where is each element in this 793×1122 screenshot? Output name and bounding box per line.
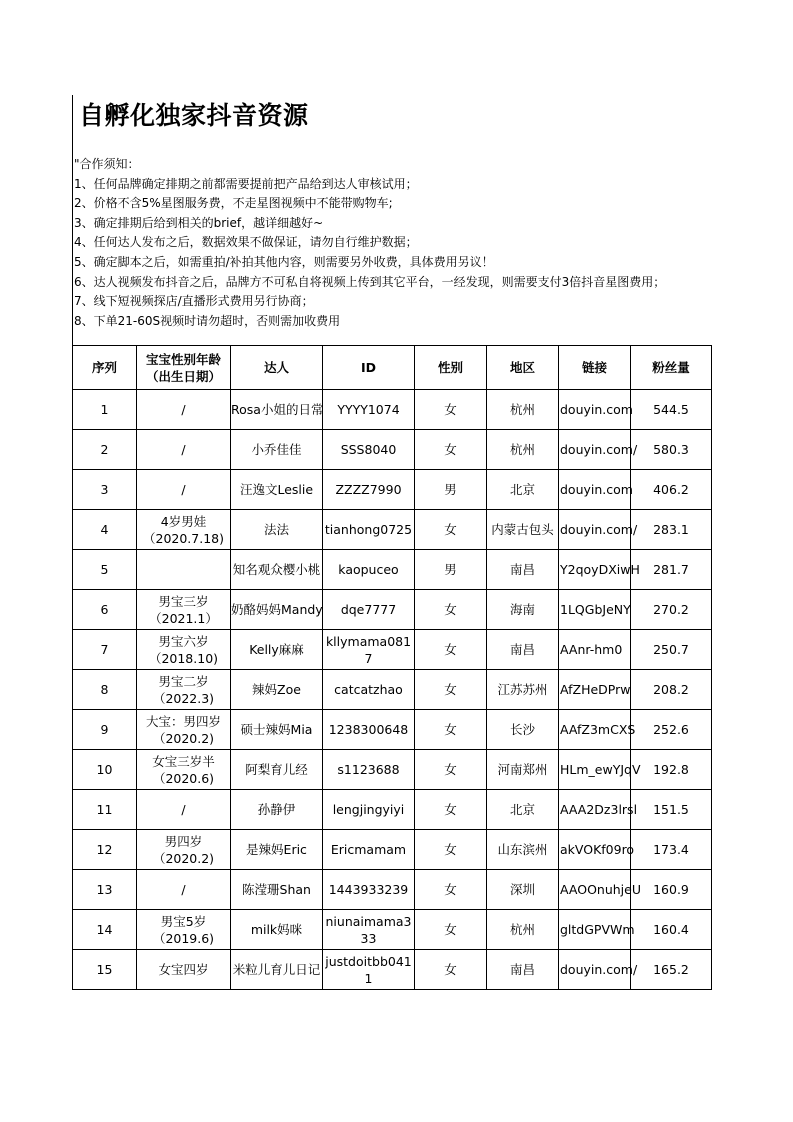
cell-influencer (231, 590, 323, 630)
cell-link[interactable] (559, 430, 638, 470)
influencer-name: 阿梨育儿经 (245, 762, 308, 777)
cell-baby-age: 女宝四岁 (137, 950, 231, 990)
table-row (73, 670, 712, 710)
cell-gender: 女 (415, 630, 487, 670)
cell-followers: 165.2 (631, 950, 712, 990)
cell-gender: 女 (415, 870, 487, 910)
cell-baby-age: 男宝六岁 （2018.10) (137, 630, 231, 670)
cell-region: 北京 (487, 470, 559, 510)
cell-link[interactable] (559, 830, 635, 870)
influencer-name: 小乔佳佳 (251, 442, 302, 457)
cell-region: 长沙 (487, 710, 559, 750)
influencer-name: milk妈咪 (250, 922, 303, 937)
cell-link[interactable] (559, 510, 638, 550)
cell-baby-age: 男四岁 （2020.2) (137, 830, 231, 870)
note-line: 7、线下短视频探店/直播形式费用另行协商； (74, 294, 314, 309)
note-line: 6、达人视频发布抖音之后，品牌方不可私自将视频上传到其它平台，一经发现，则需要支付3倍抖音星图费用； (74, 274, 666, 289)
cell-followers: 208.2 (631, 670, 712, 710)
cell-link[interactable] (559, 710, 636, 750)
cell-gender: 女 (415, 790, 487, 830)
cell-gender: 女 (415, 750, 487, 790)
cell-followers: 544.5 (631, 390, 712, 430)
cell-index: 1 (73, 390, 137, 430)
influencer-name: Kelly麻麻 (249, 642, 304, 657)
influencer-name: 陈滢珊Shan (242, 882, 311, 897)
link-text[interactable]: 1LQGbJeNY (560, 602, 631, 617)
cell-id: niunaimama333 (323, 910, 415, 950)
cell-region: 北京 (487, 790, 559, 830)
note-line: 1、任何品牌确定排期之前都需要提前把产品给到达人审核试用； (74, 176, 418, 191)
cell-region: 山东滨州 (487, 830, 559, 870)
cell-region: 南昌 (487, 950, 559, 990)
cell-region: 杭州 (487, 430, 559, 470)
cell-followers: 160.9 (631, 870, 712, 910)
cell-baby-age: / (137, 790, 231, 830)
cell-influencer (231, 470, 323, 510)
cell-baby-age: / (137, 470, 231, 510)
cell-baby-age: 男宝二岁 （2022.3) (137, 670, 231, 710)
header-influencer: 达人 (231, 346, 323, 390)
table-row (73, 470, 712, 510)
cell-region: 内蒙古包头 (487, 510, 559, 550)
cell-followers: 281.7 (631, 550, 712, 590)
cell-link[interactable] (559, 670, 631, 710)
header-index: 序列 (73, 346, 137, 390)
note-line: 8、下单21-60S视频时请勿超时，否则需加收费用 (74, 313, 341, 328)
cell-index: 6 (73, 590, 137, 630)
cell-influencer (231, 550, 323, 590)
cell-followers: 406.2 (631, 470, 712, 510)
cell-followers: 252.6 (631, 710, 712, 750)
cell-link[interactable] (559, 630, 631, 670)
cell-index: 2 (73, 430, 137, 470)
influencer-name: 孙静伊 (257, 802, 296, 817)
table-header-row (73, 346, 712, 390)
cell-gender: 男 (415, 550, 487, 590)
cell-followers: 270.2 (631, 590, 712, 630)
cell-index: 15 (73, 950, 137, 990)
link-text[interactable]: AAnr-hm0 (560, 642, 623, 657)
cell-influencer (231, 910, 323, 950)
cell-link[interactable] (559, 950, 638, 990)
note-line: 4、任何达人发布之后，数据效果不做保证，请勿自行维护数据； (74, 235, 418, 250)
link-text[interactable]: Y2qoyDXiwH (560, 562, 640, 577)
cell-influencer (231, 630, 323, 670)
cell-index: 4 (73, 510, 137, 550)
link-text[interactable]: AAfZ3mCXS (560, 722, 636, 737)
table-row (73, 550, 712, 590)
cell-id: 1443933239 (323, 870, 415, 910)
table-body (73, 390, 712, 990)
influencer-table (72, 345, 712, 990)
link-text[interactable]: douyin.com/ (560, 522, 638, 537)
table-row (73, 510, 712, 550)
cell-gender: 女 (415, 510, 487, 550)
link-text[interactable]: douyin.com (560, 402, 633, 417)
cell-influencer (231, 710, 323, 750)
influencer-name: Rosa小姐的日常 (231, 402, 324, 417)
influencer-name: 奶酪妈妈Mandy (231, 602, 323, 617)
cell-id: Ericmamam (323, 830, 415, 870)
link-text[interactable]: AAOOnuhjeU (560, 882, 641, 897)
cell-id: justdoitbb0411 (323, 950, 415, 990)
note-line: 2、价格不含5%星图服务费，不走星图视频中不能带购物车; (74, 196, 393, 211)
cell-gender: 女 (415, 430, 487, 470)
table-row (73, 870, 712, 910)
cell-id: ZZZZ7990 (323, 470, 415, 510)
cell-influencer (231, 750, 323, 790)
header-followers: 粉丝量 (631, 346, 712, 390)
cell-influencer (231, 670, 323, 710)
influencer-name: 硕士辣妈Mia (240, 722, 313, 737)
link-text[interactable]: douyin.com/ (560, 442, 638, 457)
header-baby-age: 宝宝性别年龄 （出生日期） (137, 346, 231, 390)
cell-index: 10 (73, 750, 137, 790)
cell-gender: 女 (415, 390, 487, 430)
cell-link[interactable] (559, 790, 638, 830)
cell-index: 3 (73, 470, 137, 510)
cell-index: 14 (73, 910, 137, 950)
cell-baby-age: 4岁男娃 （2020.7.18) (137, 510, 231, 550)
cell-influencer (231, 830, 323, 870)
cell-baby-age: / (137, 390, 231, 430)
cell-gender: 女 (415, 950, 487, 990)
cell-influencer (231, 790, 323, 830)
cooperation-notes (74, 155, 774, 331)
table-row (73, 390, 712, 430)
cell-link[interactable] (559, 870, 641, 910)
cell-link[interactable] (559, 390, 631, 430)
cell-followers: 173.4 (631, 830, 712, 870)
cell-index: 13 (73, 870, 137, 910)
cell-region: 杭州 (487, 910, 559, 950)
cell-influencer (231, 390, 323, 430)
cell-id: kaopuceo (323, 550, 415, 590)
cell-followers: 250.7 (631, 630, 712, 670)
link-text[interactable]: AfZHeDPrw (560, 682, 631, 697)
influencer-name: 汪逸文Leslie (239, 482, 314, 497)
cell-index: 9 (73, 710, 137, 750)
note-line: 3、确定排期后给到相关的brief，越详细越好~ (74, 215, 324, 230)
cell-link[interactable] (559, 550, 640, 590)
cell-id: dqe7777 (323, 590, 415, 630)
link-text[interactable]: HLm_ewYJqV (560, 762, 641, 777)
link-text[interactable]: douyin.com/ (560, 962, 638, 977)
link-text[interactable]: akVOKf09ro (560, 842, 635, 857)
cell-influencer (231, 950, 323, 990)
note-line: 5、确定脚本之后，如需重拍/补拍其他内容，则需要另外收费，具体费用另议！ (74, 254, 494, 269)
cell-gender: 女 (415, 710, 487, 750)
cell-baby-age: 男宝三岁 （2021.1） (137, 590, 231, 630)
cell-region: 杭州 (487, 390, 559, 430)
cell-id: SSS8040 (323, 430, 415, 470)
cell-influencer (231, 510, 323, 550)
table-row (73, 750, 712, 790)
cell-baby-age: 女宝三岁半 （2020.6) (137, 750, 231, 790)
cell-baby-age: / (137, 870, 231, 910)
cell-link[interactable] (559, 470, 631, 510)
left-border-rule (72, 95, 73, 345)
cell-index: 12 (73, 830, 137, 870)
header-gender: 性别 (415, 346, 487, 390)
cell-id: s1123688 (323, 750, 415, 790)
cell-index: 11 (73, 790, 137, 830)
cell-link[interactable] (559, 910, 635, 950)
link-text[interactable]: AAA2Dz3lrsl (560, 802, 638, 817)
cell-gender: 男 (415, 470, 487, 510)
cell-followers: 283.1 (631, 510, 712, 550)
table-row (73, 430, 712, 470)
header-link: 链接 (559, 346, 631, 390)
link-text[interactable]: gltdGPVWm (560, 922, 635, 937)
header-id: ID (323, 346, 415, 390)
cell-id: 1238300648 (323, 710, 415, 750)
note-line: "合作须知： (74, 157, 140, 171)
cell-gender: 女 (415, 830, 487, 870)
cell-baby-age: / (137, 430, 231, 470)
influencer-name: 辣妈Zoe (252, 682, 301, 697)
cell-influencer (231, 870, 323, 910)
cell-baby-age (137, 550, 231, 590)
page-title: 自孵化独家抖音资源 (79, 101, 309, 130)
influencer-name: 知名观众樱小桃 (232, 562, 321, 577)
table-row (73, 590, 712, 630)
cell-index: 7 (73, 630, 137, 670)
cell-id: tianhong0725 (323, 510, 415, 550)
cell-gender: 女 (415, 670, 487, 710)
cell-followers: 151.5 (631, 790, 712, 830)
cell-followers: 192.8 (631, 750, 712, 790)
cell-followers: 580.3 (631, 430, 712, 470)
cell-region: 南昌 (487, 550, 559, 590)
cell-region: 海南 (487, 590, 559, 630)
cell-followers: 160.4 (631, 910, 712, 950)
table-row (73, 910, 712, 950)
cell-id: lengjingyiyi (323, 790, 415, 830)
cell-gender: 女 (415, 910, 487, 950)
cell-region: 江苏苏州 (487, 670, 559, 710)
header-region: 地区 (487, 346, 559, 390)
table-row (73, 790, 712, 830)
influencer-name: 法法 (263, 522, 289, 537)
cell-link[interactable] (559, 750, 641, 790)
cell-region: 河南郑州 (487, 750, 559, 790)
cell-baby-age: 男宝5岁 （2019.6) (137, 910, 231, 950)
influencer-name: 是辣妈Eric (246, 842, 307, 857)
cell-region: 南昌 (487, 630, 559, 670)
table-row (73, 830, 712, 870)
table-row (73, 710, 712, 750)
cell-index: 8 (73, 670, 137, 710)
cell-baby-age: 大宝：男四岁 （2020.2) (137, 710, 231, 750)
cell-influencer (231, 430, 323, 470)
cell-link[interactable] (559, 590, 631, 630)
cell-index: 5 (73, 550, 137, 590)
table-row (73, 630, 712, 670)
link-text[interactable]: douyin.com (560, 482, 633, 497)
influencer-name: 米粒儿育儿日记 (232, 962, 321, 977)
table-row (73, 950, 712, 990)
cell-gender: 女 (415, 590, 487, 630)
cell-region: 深圳 (487, 870, 559, 910)
cell-id: YYYY1074 (323, 390, 415, 430)
cell-id: kllymama0817 (323, 630, 415, 670)
cell-id: catcatzhao (323, 670, 415, 710)
